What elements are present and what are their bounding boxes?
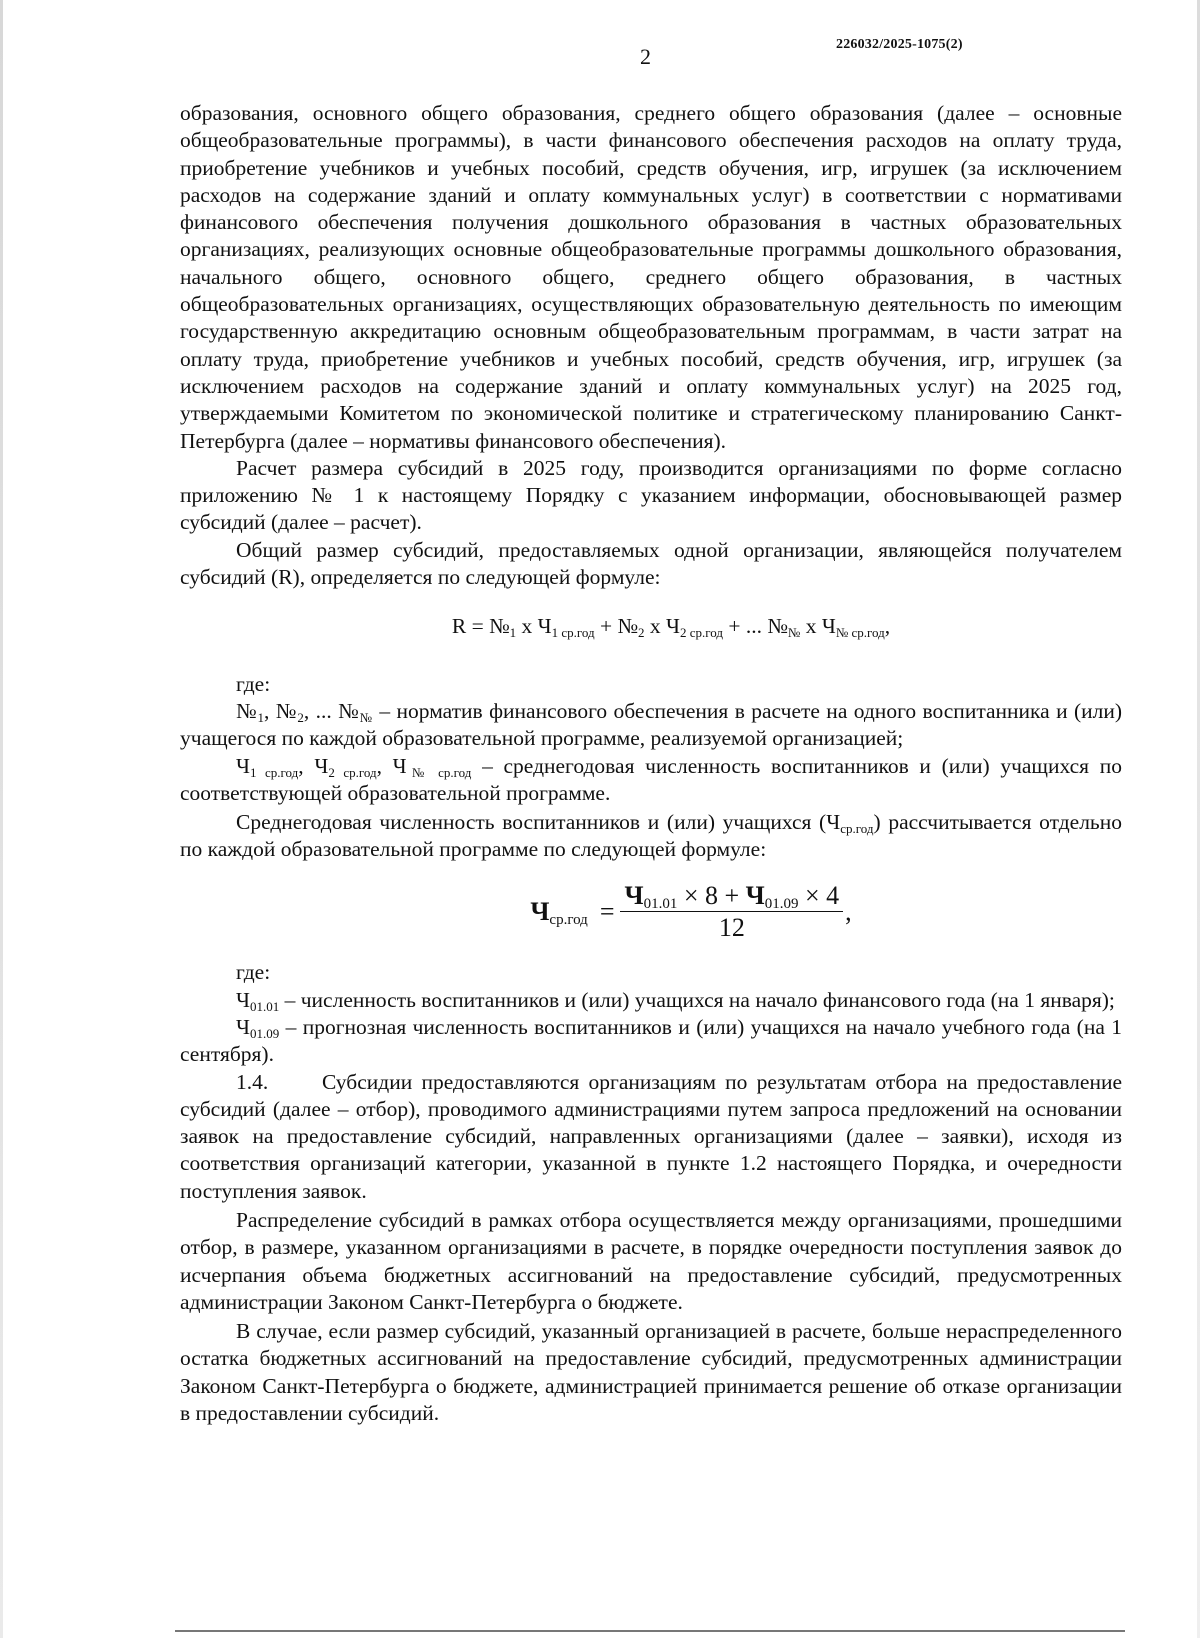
point-text: Субсидии предоставляются организациям по результатам отбора на предоставление субсидий (далее – отбор), проводимого администрациями путем запроса предложений на основании заявок на предоставление субсидий, направленных организациями (далее – заявки), исходя из соответствия организаций категории, указанной в пункте 1.2 настоящего Порядка, и очередности поступления заявок. bbox=[180, 1069, 1122, 1203]
def-text: – прогнозная численность воспитанников и (или) учащихся на начало учебного года (на 1 сентября). bbox=[180, 1014, 1122, 1067]
def-sub: № ср.год bbox=[406, 764, 472, 780]
where-label: где: bbox=[236, 960, 271, 985]
num-symbol: Ч bbox=[624, 880, 644, 910]
point-number: 1.4. bbox=[236, 1069, 269, 1094]
definition-0109 bbox=[180, 1014, 1122, 1069]
def-text: – среднегодовая численность воспитанников и (или) учащихся по соответствующей образовательной программе. bbox=[180, 753, 1122, 805]
def-sub: 2 ср.год bbox=[328, 764, 377, 780]
num-text: × 8 + bbox=[677, 880, 746, 910]
paragraph-distribution: Распределение субсидий в рамках отбора осуществляется между организациями, прошедшими отбор, в размере, указанном организациями в расчете, в порядке очередности поступления заявок до исчерпания объема бюджетных ассигнований на предоставление субсидий, предусмотренных администрации Законом Санкт-Петербурга о бюджете. bbox=[180, 1207, 1122, 1314]
formula-average-headcount bbox=[260, 882, 1122, 942]
formula-r-part: R = № bbox=[451, 614, 510, 639]
document-body bbox=[180, 100, 1122, 1427]
where-label: где: bbox=[236, 671, 271, 696]
formula-fraction bbox=[620, 882, 843, 942]
def-sub: 2 bbox=[297, 709, 304, 725]
definition-norms bbox=[180, 698, 1122, 753]
formula-lhs-symbol: Ч bbox=[530, 896, 550, 926]
def-text: Ч bbox=[236, 1014, 250, 1039]
def-sub: 1 ср.год bbox=[249, 764, 299, 780]
paragraph-total-size: Общий размер субсидий, предоставляемых одной организации, являющейся получателем субсидий (R), определяется по следующей формуле: bbox=[180, 537, 1122, 590]
def-text: Ч bbox=[236, 753, 250, 778]
definition-0101 bbox=[180, 987, 1122, 1014]
def-sub: 1 bbox=[257, 709, 265, 725]
scan-bottom-edge bbox=[175, 1630, 1125, 1632]
num-sub: 01.09 bbox=[764, 895, 799, 912]
paragraph-calculation: Расчет размера субсидий в 2025 году, производится организациями по форме согласно приложению № 1 к настоящему Порядку с указанием информации, обосновывающей размер субсидий (далее – расчет). bbox=[180, 455, 1122, 535]
def-text: № bbox=[236, 698, 258, 723]
formula-r-sub: 2 ср.год bbox=[680, 625, 724, 641]
formula-r-sub: № bbox=[787, 625, 801, 641]
p-sub: ср.год bbox=[840, 821, 874, 837]
def-text: , Ч bbox=[298, 753, 329, 778]
def-text: – норматив финансового обеспечения в расчете на одного воспитанника и (или) учащегося по каждой образовательной программе, реализуемой организацией; bbox=[180, 698, 1123, 751]
paragraph-continuation: образования, основного общего образования, среднего общего образования (далее – основные общеобразовательные программы), в части финансового обеспечения расходов на оплату труда, приобретение учебников и учебных пособий, средств обучения, игр, игрушек (за исключением расходов на содержание зданий и оплату коммунальных услуг) в соответствии с нормативами финансового обеспечения получения дошкольного образования в частных образовательных организациях, реализующих основные общеобразовательные программы дошкольного образования, начального общего, основного общего, среднего общего образования, в частных общеобразовательных организациях, осуществляющих образовательную деятельность по имеющим государственную аккредитацию основным общеобразовательным программам, в части затрат на оплату труда, приобретение учебников и учебных пособий, средств обучения, игр, игрушек (за исключением расходов на содержание зданий и оплату коммунальных услуг) на 2025 год, утверждаемыми Комитетом по экономической политике и стратегическому планированию Санкт-Петербурга (далее – нормативы финансового обеспечения). bbox=[180, 101, 1122, 453]
num-text: × 4 bbox=[798, 880, 840, 910]
def-text: , № bbox=[264, 698, 298, 723]
formula-r-part: + ... № bbox=[723, 614, 788, 639]
p-text: Среднегодовая численность воспитанников и (или) учащихся (Ч bbox=[236, 810, 841, 835]
formula-equals: = bbox=[599, 896, 615, 926]
formula-r-sub: 1 bbox=[509, 625, 517, 641]
formula-r-sub: 1 ср.год bbox=[551, 625, 595, 641]
formula-r-part: x Ч bbox=[516, 614, 552, 639]
formula-r-part: + № bbox=[594, 614, 639, 639]
point-1-4 bbox=[180, 1069, 1122, 1205]
def-text: Ч bbox=[236, 987, 250, 1012]
formula-r-sub: № ср.год bbox=[835, 625, 885, 641]
def-text: – численность воспитанников и (или) учащихся на начало финансового года (на 1 января); bbox=[279, 987, 1115, 1012]
scan-edge-left bbox=[0, 0, 3, 1638]
def-text: , Ч bbox=[376, 753, 407, 778]
page-number: 2 bbox=[640, 44, 651, 69]
def-text: , ... № bbox=[303, 698, 360, 723]
document-id: 226032/2025-1075(2) bbox=[836, 37, 963, 52]
formula-r-part: , bbox=[884, 614, 891, 639]
paragraph-average-headcount bbox=[180, 809, 1122, 864]
formula-r-part: x Ч bbox=[644, 614, 680, 639]
def-sub: № bbox=[359, 709, 374, 725]
def-sub: 01.09 bbox=[249, 1025, 280, 1041]
formula-lhs bbox=[530, 896, 588, 928]
num-symbol: Ч bbox=[745, 880, 765, 910]
paragraph-refusal: В случае, если размер субсидий, указанный организацией в расчете, больше нераспределенного остатка бюджетных ассигнований на предоставление субсидий, предусмотренных администрации Законом Санкт-Петербурга о бюджете, администрацией принимается решение об отказе организации в предоставлении субсидий. bbox=[180, 1319, 1122, 1426]
formula-r-part: x Ч bbox=[800, 614, 836, 639]
formula-denominator: 12 bbox=[718, 913, 745, 943]
p-text: ) рассчитывается отдельно по каждой образовательной программе по следующей формуле: bbox=[180, 810, 1122, 862]
formula-comma: , bbox=[845, 896, 852, 926]
formula-numerator bbox=[620, 882, 843, 912]
formula-r-sub: 2 bbox=[638, 625, 645, 641]
definition-headcount bbox=[180, 753, 1122, 808]
formula-lhs-sub: ср.год bbox=[549, 911, 588, 928]
def-sub: 01.01 bbox=[249, 998, 280, 1014]
formula-r bbox=[180, 613, 1122, 640]
num-sub: 01.01 bbox=[643, 895, 678, 912]
